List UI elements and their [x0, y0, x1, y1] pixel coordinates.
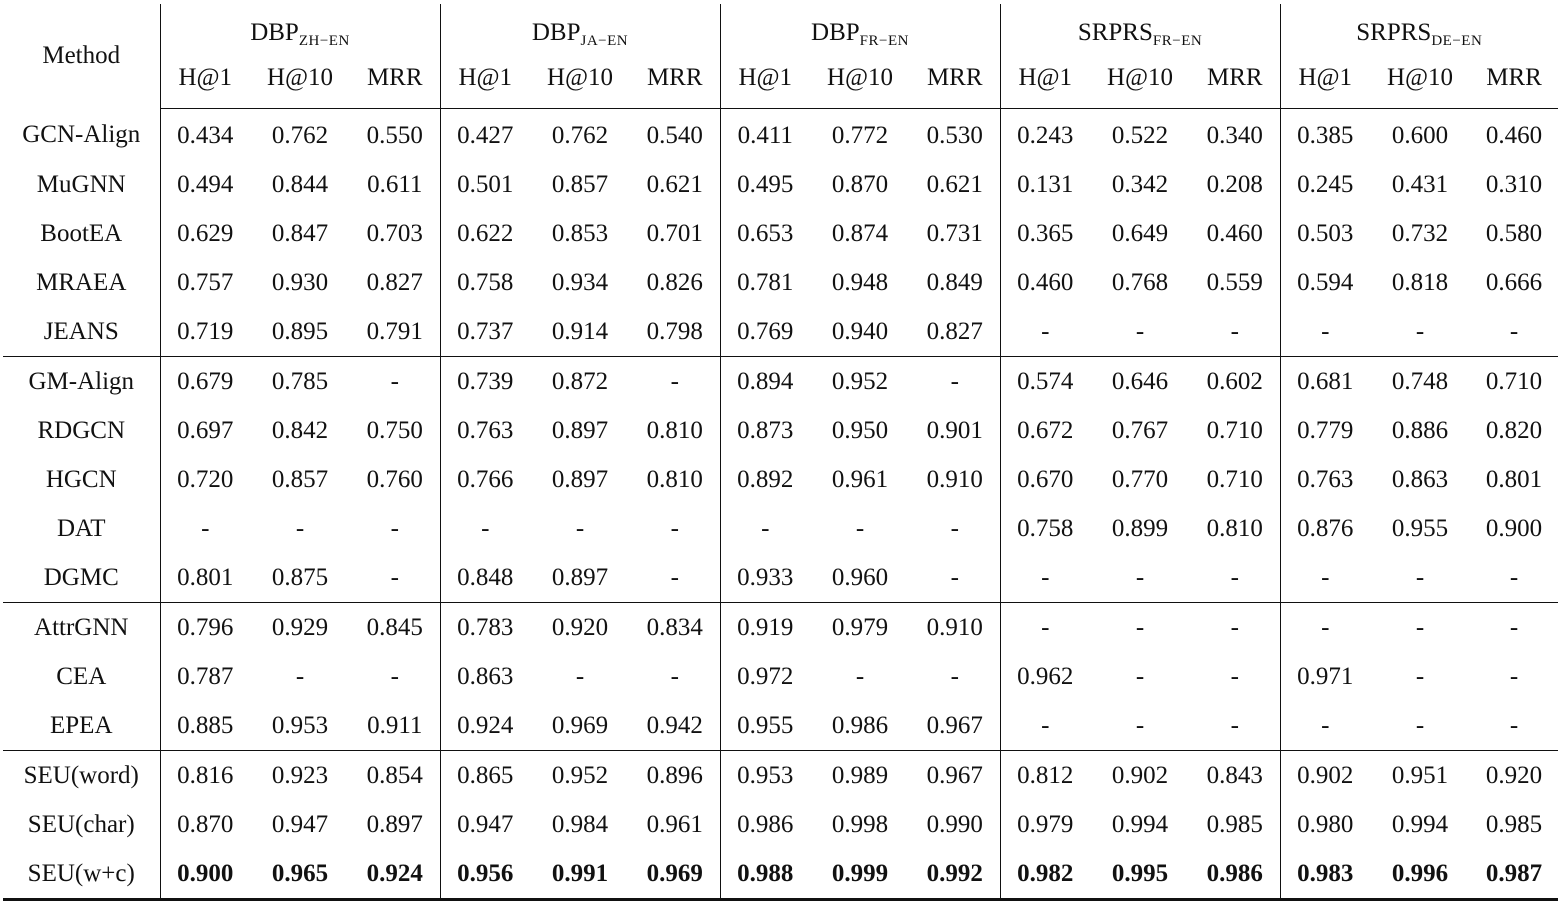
value-cell: - — [910, 652, 1000, 701]
value-cell: 0.848 — [457, 563, 514, 591]
value-cell: 0.897 — [551, 563, 609, 591]
value-cell: 0.801 — [177, 563, 234, 591]
value-cell: 0.763 — [457, 416, 514, 444]
value-cell: 0.994 — [1111, 810, 1169, 838]
value-cell: 0.594 — [1297, 268, 1354, 296]
value-cell: 0.810 — [1190, 504, 1280, 553]
value-cell: 0.732 — [1391, 219, 1449, 247]
value-cell: - — [910, 504, 1000, 553]
method-cell: MuGNN — [3, 160, 160, 209]
method-cell: SEU(word) — [3, 751, 160, 801]
value-cell: 0.646 — [1090, 357, 1190, 407]
value-cell: - — [295, 662, 305, 690]
value-cell: 0.990 — [910, 800, 1000, 849]
value-cell: 0.834 — [630, 603, 720, 653]
value-cell: 0.243 — [1017, 121, 1074, 149]
value-cell: 0.900 — [160, 849, 250, 900]
metric-header: H@10 — [1090, 60, 1190, 109]
table-row — [3, 209, 1558, 258]
value-cell: 0.947 — [271, 810, 329, 838]
table-row — [3, 800, 1558, 849]
value-cell: 0.530 — [910, 109, 1000, 161]
table-row — [3, 406, 1558, 455]
metric-header: H@1 — [440, 60, 530, 109]
metric-header: MRR — [630, 60, 720, 109]
value-cell: - — [1321, 563, 1330, 591]
value-cell: 0.842 — [271, 416, 329, 444]
value-cell: - — [1509, 563, 1519, 591]
table-row — [3, 652, 1558, 701]
value-cell: 0.923 — [250, 751, 350, 801]
value-cell: 0.522 — [1111, 121, 1169, 149]
value-cell: 0.602 — [1190, 357, 1280, 407]
value-cell: 0.994 — [1391, 810, 1449, 838]
value-cell: - — [1190, 701, 1280, 751]
value-cell: - — [350, 504, 440, 553]
value-cell: 0.897 — [551, 416, 609, 444]
value-cell: 0.779 — [1297, 416, 1354, 444]
value-cell: 0.681 — [1280, 357, 1370, 407]
method-cell: GM-Align — [3, 357, 160, 407]
value-cell: 0.845 — [350, 603, 440, 653]
value-cell: 0.876 — [1297, 514, 1354, 542]
value-cell: 0.999 — [810, 849, 910, 900]
metric-header-row — [3, 60, 1558, 109]
value-cell: - — [630, 553, 720, 603]
value-cell: - — [1135, 563, 1145, 591]
value-cell: 0.310 — [1485, 170, 1543, 198]
value-cell: - — [630, 652, 720, 701]
value-cell: - — [1135, 711, 1145, 739]
value-cell: 0.621 — [630, 160, 720, 209]
value-cell: 0.853 — [551, 219, 609, 247]
value-cell: 0.947 — [457, 810, 514, 838]
value-cell: - — [1041, 711, 1050, 739]
value-cell: 0.910 — [910, 603, 1000, 653]
value-cell: - — [1415, 317, 1425, 345]
value-cell: 0.550 — [350, 109, 440, 161]
metric-header: MRR — [1190, 60, 1280, 109]
value-cell: 0.342 — [1111, 170, 1169, 198]
value-cell: - — [1509, 317, 1519, 345]
table-row — [3, 553, 1558, 603]
value-cell: 0.798 — [630, 307, 720, 357]
value-cell: - — [1190, 553, 1280, 603]
value-cell: 0.900 — [1485, 514, 1543, 542]
value-cell: 0.411 — [737, 121, 793, 149]
value-cell: 0.988 — [720, 849, 810, 900]
value-cell: 0.847 — [271, 219, 329, 247]
value-cell: 0.574 — [1000, 357, 1090, 407]
value-cell: 0.874 — [831, 219, 889, 247]
value-cell: - — [350, 357, 440, 407]
value-cell: 0.827 — [350, 258, 440, 307]
value-cell: 0.768 — [1111, 268, 1169, 296]
value-cell: - — [350, 652, 440, 701]
value-cell: 0.653 — [737, 219, 794, 247]
method-cell: CEA — [3, 652, 160, 701]
value-cell: 0.849 — [910, 258, 1000, 307]
value-cell: 0.843 — [1190, 751, 1280, 801]
value-cell: 0.783 — [440, 603, 530, 653]
value-cell: - — [575, 662, 585, 690]
table-row — [3, 160, 1558, 209]
value-cell: 0.796 — [160, 603, 250, 653]
value-cell: 0.865 — [440, 751, 530, 801]
value-cell: - — [1280, 603, 1370, 653]
method-cell: AttrGNN — [3, 603, 160, 653]
value-cell: 0.873 — [737, 416, 794, 444]
value-cell: 0.982 — [1000, 849, 1090, 900]
value-cell: 0.953 — [271, 711, 329, 739]
value-cell: - — [761, 514, 770, 542]
value-cell: 0.872 — [530, 357, 630, 407]
value-cell: 0.948 — [831, 268, 889, 296]
value-cell: 0.870 — [831, 170, 889, 198]
value-cell: 0.956 — [440, 849, 530, 900]
group-header: $SRPRS_{DE-EN}$ — [1356, 18, 1483, 49]
value-cell: 0.910 — [910, 455, 1000, 504]
value-cell: 0.810 — [630, 455, 720, 504]
value-cell: 0.810 — [630, 406, 720, 455]
value-cell: - — [1509, 711, 1519, 739]
value-cell: 0.967 — [910, 701, 1000, 751]
value-cell: - — [630, 357, 720, 407]
value-cell: 0.781 — [737, 268, 794, 296]
value-cell: 0.854 — [350, 751, 440, 801]
value-cell: 0.739 — [440, 357, 530, 407]
value-cell: 0.952 — [530, 751, 630, 801]
value-cell: - — [630, 504, 720, 553]
value-cell: 0.719 — [177, 317, 234, 345]
value-cell: 0.930 — [271, 268, 329, 296]
method-cell: DAT — [3, 504, 160, 553]
metric-header: H@10 — [250, 60, 350, 109]
value-cell: - — [1135, 317, 1145, 345]
value-cell: - — [575, 514, 585, 542]
value-cell: - — [1041, 317, 1050, 345]
value-cell: 0.816 — [160, 751, 250, 801]
value-cell: 0.826 — [630, 258, 720, 307]
value-cell: 0.772 — [831, 121, 889, 149]
value-cell: 0.710 — [1470, 357, 1558, 407]
value-cell: - — [855, 514, 865, 542]
value-cell: 0.703 — [350, 209, 440, 258]
value-cell: 0.986 — [1190, 849, 1280, 900]
table-row — [3, 455, 1558, 504]
value-cell: 0.924 — [350, 849, 440, 900]
value-cell: - — [910, 357, 1000, 407]
value-cell: 0.460 — [1017, 268, 1074, 296]
value-cell: 0.760 — [350, 455, 440, 504]
value-cell: 0.748 — [1370, 357, 1470, 407]
results-table — [3, 4, 1558, 901]
value-cell: 0.953 — [720, 751, 810, 801]
value-cell: 0.770 — [1111, 465, 1169, 493]
value-cell: 0.902 — [1280, 751, 1370, 801]
value-cell: - — [481, 514, 490, 542]
method-cell: SEU(char) — [3, 800, 160, 849]
table-row — [3, 258, 1558, 307]
table-row — [3, 307, 1558, 357]
value-cell: 0.952 — [810, 357, 910, 407]
value-cell: 0.758 — [457, 268, 514, 296]
value-cell: 0.960 — [831, 563, 889, 591]
value-cell: 0.385 — [1297, 121, 1354, 149]
method-cell: GCN-Align — [3, 109, 160, 161]
value-cell: 0.710 — [1190, 455, 1280, 504]
value-cell: 0.899 — [1111, 514, 1169, 542]
value-cell: 0.710 — [1190, 406, 1280, 455]
value-cell: - — [1470, 603, 1558, 653]
value-cell: 0.934 — [551, 268, 609, 296]
value-cell: 0.857 — [551, 170, 609, 198]
value-cell: 0.980 — [1297, 810, 1354, 838]
value-cell: 0.969 — [551, 711, 609, 739]
method-cell: BootEA — [3, 209, 160, 258]
value-cell: 0.914 — [551, 317, 609, 345]
value-cell: 0.731 — [910, 209, 1000, 258]
value-cell: 0.942 — [630, 701, 720, 751]
value-cell: 0.969 — [630, 849, 720, 900]
metric-header: H@1 — [1280, 60, 1370, 109]
value-cell: 0.622 — [457, 219, 514, 247]
metric-header: MRR — [350, 60, 440, 109]
value-cell: 0.929 — [250, 603, 350, 653]
table-row — [3, 849, 1558, 900]
value-cell: - — [350, 553, 440, 603]
method-cell: JEANS — [3, 307, 160, 357]
value-cell: - — [1041, 563, 1050, 591]
value-cell: 0.629 — [177, 219, 234, 247]
metric-header: MRR — [1470, 60, 1558, 109]
method-cell: RDGCN — [3, 406, 160, 455]
value-cell: 0.801 — [1485, 465, 1543, 493]
value-cell: 0.962 — [1017, 662, 1074, 690]
value-cell: 0.892 — [737, 465, 794, 493]
value-cell: 0.951 — [1370, 751, 1470, 801]
value-cell: 0.986 — [831, 711, 889, 739]
metric-header: MRR — [910, 60, 1000, 109]
value-cell: 0.600 — [1391, 121, 1449, 149]
metric-header: H@10 — [810, 60, 910, 109]
value-cell: 0.895 — [271, 317, 329, 345]
value-cell: 0.787 — [177, 662, 234, 690]
value-cell: 0.701 — [630, 209, 720, 258]
value-cell: 0.750 — [350, 406, 440, 455]
group-header: $DBP_{JA-EN}$ — [440, 4, 720, 60]
value-cell: 0.766 — [457, 465, 514, 493]
value-cell: 0.434 — [177, 121, 234, 149]
value-cell: 0.920 — [1470, 751, 1558, 801]
value-cell: 0.460 — [1190, 209, 1280, 258]
value-cell: 0.762 — [551, 121, 609, 149]
value-cell: - — [855, 662, 865, 690]
value-cell: - — [1190, 603, 1280, 653]
value-cell: 0.902 — [1090, 751, 1190, 801]
value-cell: 0.820 — [1485, 416, 1543, 444]
value-cell: 0.460 — [1485, 121, 1543, 149]
value-cell: 0.697 — [177, 416, 234, 444]
value-cell: 0.427 — [457, 121, 514, 149]
value-cell: 0.894 — [720, 357, 810, 407]
value-cell: - — [1509, 662, 1519, 690]
value-cell: 0.818 — [1391, 268, 1449, 296]
value-cell: 0.961 — [630, 800, 720, 849]
value-cell: - — [1000, 603, 1090, 653]
value-cell: 0.540 — [630, 109, 720, 161]
method-cell: MRAEA — [3, 258, 160, 307]
value-cell: 0.992 — [910, 849, 1000, 900]
value-cell: 0.919 — [720, 603, 810, 653]
value-cell: 0.995 — [1090, 849, 1190, 900]
table-row — [3, 504, 1558, 553]
metric-header: H@1 — [160, 60, 250, 109]
value-cell: 0.863 — [1391, 465, 1449, 493]
value-cell: 0.897 — [350, 800, 440, 849]
value-cell: - — [1190, 307, 1280, 357]
value-cell: 0.985 — [1190, 800, 1280, 849]
value-cell: - — [1190, 652, 1280, 701]
value-cell: 0.955 — [1391, 514, 1449, 542]
value-cell: 0.785 — [250, 357, 350, 407]
value-cell: 0.494 — [177, 170, 234, 198]
value-cell: 0.757 — [177, 268, 234, 296]
value-cell: - — [1415, 662, 1425, 690]
value-cell: 0.961 — [831, 465, 889, 493]
value-cell: - — [201, 514, 210, 542]
table-row — [3, 701, 1558, 751]
group-header: $DBP_{FR-EN}$ — [720, 4, 1000, 60]
value-cell: - — [1321, 711, 1330, 739]
value-cell: 0.955 — [737, 711, 794, 739]
value-cell: 0.762 — [271, 121, 329, 149]
value-cell: 0.972 — [737, 662, 794, 690]
value-cell: 0.611 — [350, 160, 440, 209]
value-cell: 0.679 — [160, 357, 250, 407]
value-cell: 0.365 — [1017, 219, 1074, 247]
table-body — [3, 109, 1558, 900]
value-cell: 0.649 — [1111, 219, 1169, 247]
table-row — [3, 357, 1558, 407]
value-cell: 0.967 — [910, 751, 1000, 801]
group-header-row — [3, 4, 1558, 60]
value-cell: 0.979 — [810, 603, 910, 653]
group-header: $DBP_{ZH-EN}$ — [160, 4, 440, 60]
value-cell: 0.791 — [350, 307, 440, 357]
value-cell: 0.924 — [457, 711, 514, 739]
table-row — [3, 109, 1558, 161]
value-cell: 0.812 — [1000, 751, 1090, 801]
value-cell: 0.920 — [530, 603, 630, 653]
value-cell: 0.979 — [1017, 810, 1074, 838]
value-cell: 0.503 — [1297, 219, 1354, 247]
value-cell: 0.897 — [551, 465, 609, 493]
value-cell: 0.933 — [737, 563, 794, 591]
value-cell: 0.989 — [810, 751, 910, 801]
value-cell: 0.996 — [1370, 849, 1470, 900]
value-cell: 0.875 — [271, 563, 329, 591]
value-cell: 0.870 — [177, 810, 234, 838]
metric-header: H@10 — [530, 60, 630, 109]
value-cell: 0.767 — [1111, 416, 1169, 444]
value-cell: 0.987 — [1470, 849, 1558, 900]
value-cell: 0.340 — [1190, 109, 1280, 161]
value-cell: 0.998 — [831, 810, 889, 838]
value-cell: 0.431 — [1391, 170, 1449, 198]
value-cell: 0.208 — [1190, 160, 1280, 209]
group-header: $SRPRS_{FR-EN}$ — [1000, 4, 1280, 60]
value-cell: - — [1370, 603, 1470, 653]
value-cell: - — [1415, 563, 1425, 591]
value-cell: - — [1321, 317, 1330, 345]
value-cell: 0.863 — [457, 662, 514, 690]
value-cell: 0.495 — [737, 170, 794, 198]
method-cell: EPEA — [3, 701, 160, 751]
value-cell: 0.245 — [1297, 170, 1354, 198]
value-cell: - — [1415, 711, 1425, 739]
method-header: Method — [3, 4, 160, 109]
value-cell: 0.984 — [551, 810, 609, 838]
value-cell: 0.896 — [630, 751, 720, 801]
value-cell: 0.580 — [1485, 219, 1543, 247]
value-cell: 0.986 — [737, 810, 794, 838]
value-cell: - — [910, 553, 1000, 603]
value-cell: 0.886 — [1391, 416, 1449, 444]
value-cell: 0.844 — [271, 170, 329, 198]
value-cell: 0.758 — [1017, 514, 1074, 542]
value-cell: 0.991 — [530, 849, 630, 900]
metric-header: H@1 — [1000, 60, 1090, 109]
value-cell: 0.621 — [910, 160, 1000, 209]
value-cell: 0.769 — [737, 317, 794, 345]
value-cell: 0.501 — [457, 170, 514, 198]
value-cell: 0.950 — [831, 416, 889, 444]
value-cell: - — [295, 514, 305, 542]
value-cell: 0.763 — [1297, 465, 1354, 493]
value-cell: 0.911 — [350, 701, 440, 751]
metric-header: H@10 — [1370, 60, 1470, 109]
value-cell: 0.131 — [1017, 170, 1074, 198]
value-cell: 0.940 — [831, 317, 889, 345]
value-cell: 0.827 — [910, 307, 1000, 357]
value-cell: 0.672 — [1017, 416, 1074, 444]
table-row — [3, 751, 1558, 801]
value-cell: 0.983 — [1280, 849, 1370, 900]
value-cell: 0.885 — [177, 711, 234, 739]
method-cell: SEU(w+c) — [3, 849, 160, 900]
method-cell: HGCN — [3, 455, 160, 504]
value-cell: 0.666 — [1485, 268, 1543, 296]
value-cell: 0.720 — [177, 465, 234, 493]
value-cell: 0.559 — [1190, 258, 1280, 307]
value-cell: 0.985 — [1485, 810, 1543, 838]
value-cell: 0.901 — [910, 406, 1000, 455]
value-cell: 0.670 — [1017, 465, 1074, 493]
value-cell: 0.737 — [457, 317, 514, 345]
value-cell: 0.965 — [250, 849, 350, 900]
method-cell: DGMC — [3, 553, 160, 603]
metric-header: H@1 — [720, 60, 810, 109]
value-cell: 0.857 — [271, 465, 329, 493]
value-cell: 0.971 — [1297, 662, 1354, 690]
value-cell: - — [1090, 603, 1190, 653]
value-cell: - — [1135, 662, 1145, 690]
table-row — [3, 603, 1558, 653]
